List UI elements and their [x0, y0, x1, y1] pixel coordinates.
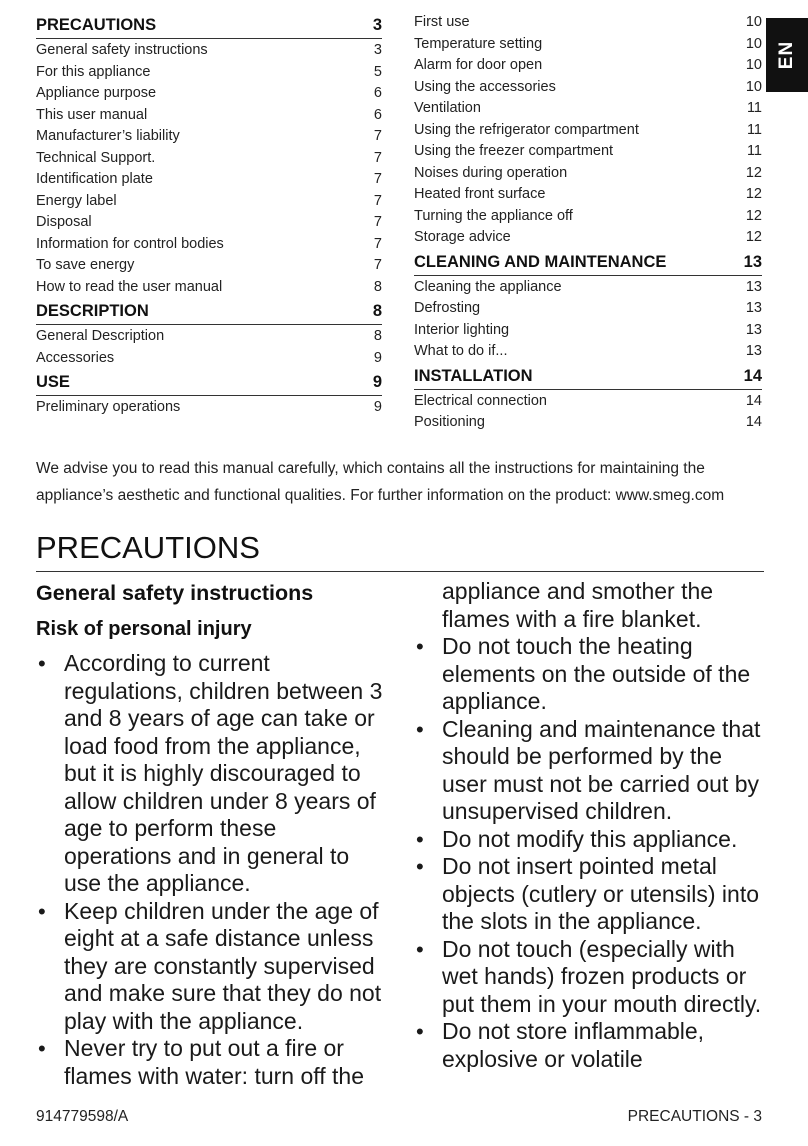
toc-page-number: 7: [373, 149, 382, 166]
footer-page-label: PRECAUTIONS - 3: [627, 1108, 762, 1125]
toc-label: Accessories: [36, 349, 115, 366]
list-item: • Do not touch (especially with wet hands) frozen products or put them in your mouth directly.: [414, 936, 766, 1019]
toc-page-number: 3: [372, 16, 382, 34]
toc-entry: [36, 148, 382, 170]
toc-entry: [414, 12, 762, 34]
toc-label: To save energy: [36, 257, 135, 273]
toc-entry: [36, 348, 382, 370]
toc-entry: [36, 397, 382, 419]
toc-page-number: 7: [373, 257, 382, 273]
toc-page-number: 7: [373, 235, 382, 252]
toc-entry: [36, 277, 382, 299]
list-item: • Do not store inflammable, explosive or volatile: [414, 1018, 766, 1073]
toc-label: What to do if...: [414, 343, 508, 359]
toc-label: Technical Support.: [36, 149, 156, 166]
toc-page-number: 5: [373, 63, 382, 80]
toc-label: Disposal: [36, 214, 92, 230]
toc-label: Heated front surface: [414, 186, 546, 202]
toc-page-number: 12: [745, 207, 762, 224]
toc-label: Temperature setting: [414, 35, 543, 52]
toc-label: Turning the appliance off: [414, 207, 573, 224]
page-title: [36, 526, 764, 572]
left-bullet-list: [36, 650, 388, 1090]
toc-label: Preliminary operations: [36, 399, 181, 415]
toc-label: How to read the user manual: [36, 278, 223, 295]
list-item: • Do not touch the heating elements on the outside of the appliance.: [414, 633, 766, 716]
toc-page-number: 9: [373, 399, 382, 415]
toc-entry: [36, 212, 382, 234]
toc-label: CLEANING AND MAINTENANCE: [414, 252, 667, 271]
toc-entry: [414, 141, 762, 163]
toc-page-number: 10: [745, 14, 762, 30]
toc-section-heading: [414, 249, 762, 276]
toc-entry: [414, 412, 762, 434]
page-title-text: PRECAUTIONS: [36, 530, 260, 565]
toc-page-number: 13: [745, 321, 762, 338]
toc-label: This user manual: [36, 106, 148, 123]
toc-label: Energy label: [36, 192, 117, 209]
toc-entry: [36, 234, 382, 256]
toc-label: Using the freezer compartment: [414, 143, 614, 159]
toc-page-number: 14: [745, 392, 762, 409]
toc-page-number: 10: [745, 35, 762, 52]
toc-entry: [414, 77, 762, 99]
language-tab-label: EN: [776, 40, 797, 70]
toc-entry: [36, 105, 382, 127]
toc-label: Interior lighting: [414, 321, 510, 338]
toc-page-number: 13: [743, 252, 762, 271]
toc-page-number: 12: [745, 229, 762, 245]
toc-entry: [36, 326, 382, 348]
toc-page-number: 14: [743, 366, 762, 385]
toc-left-column: [36, 12, 382, 419]
toc-label: For this appliance: [36, 63, 151, 80]
toc-page-number: 9: [373, 349, 382, 366]
toc-label: Using the accessories: [414, 78, 556, 95]
toc-page-number: 14: [745, 414, 762, 430]
toc-page-number: 6: [373, 85, 382, 101]
toc-page-number: 13: [745, 300, 762, 316]
body-right-column: [414, 578, 766, 1073]
section-heading: General safety instructions: [36, 581, 314, 605]
toc-entry: [36, 255, 382, 277]
toc-label: Noises during operation: [414, 164, 568, 181]
toc-label: Information for control bodies: [36, 235, 224, 252]
list-item: • Do not insert pointed metal objects (cutlery or utensils) into the slots in the appliance.: [414, 853, 766, 936]
toc-page-number: 11: [746, 100, 762, 116]
toc-entry: [414, 391, 762, 413]
toc-page-number: 12: [745, 164, 762, 181]
toc-entry: [414, 206, 762, 228]
intro-paragraph: We advise you to read this manual carefully, which contains all the instructions for maintaining the appliance’s aesthetic and functional qualities. For further information on the product: www.smeg.com: [36, 460, 725, 504]
toc-page-number: 8: [373, 328, 382, 344]
footer-document-code: 914779598/A: [36, 1108, 129, 1125]
toc-label: USE: [36, 373, 70, 391]
toc-page-number: 13: [745, 278, 762, 295]
toc-page-number: 9: [372, 373, 382, 391]
toc-label: Using the refrigerator compartment: [414, 121, 639, 138]
list-item: • Keep children under the age of eight at a safe distance unless they are constantly supervised and make sure that they do not play with the appliance.: [36, 898, 388, 1036]
toc-label: Electrical connection: [414, 392, 547, 409]
toc-entry: [414, 320, 762, 342]
toc-entry: [414, 55, 762, 77]
toc-label: PRECAUTIONS: [36, 16, 157, 34]
toc-entry: [414, 341, 762, 363]
toc-page-number: 11: [746, 143, 762, 159]
toc-entry: [414, 34, 762, 56]
toc-page-number: 6: [373, 106, 382, 123]
toc-label: Alarm for door open: [414, 57, 543, 73]
toc-page-number: 7: [373, 192, 382, 209]
toc-label: INSTALLATION: [414, 366, 533, 385]
toc-entry: [414, 227, 762, 249]
toc-entry: [36, 126, 382, 148]
toc-label: General safety instructions: [36, 42, 208, 58]
toc-entry: [414, 277, 762, 299]
toc-entry: [36, 169, 382, 191]
toc-label: Ventilation: [414, 100, 481, 116]
toc-page-number: 7: [373, 171, 382, 187]
toc-label: Cleaning the appliance: [414, 278, 562, 295]
toc-entry: [414, 184, 762, 206]
toc-page-number: 8: [372, 302, 382, 320]
toc-page-number: 3: [373, 42, 382, 58]
toc-entry: [36, 62, 382, 84]
toc-right-column: [414, 12, 762, 434]
list-item: • Never try to put out a fire or flames with water: turn off the: [36, 1035, 388, 1090]
subsection-heading: Risk of personal injury: [36, 618, 252, 640]
toc-page-number: 13: [745, 343, 762, 359]
toc-page-number: 10: [745, 78, 762, 95]
toc-page-number: 7: [373, 128, 382, 144]
language-tab: [766, 18, 808, 92]
list-item: • Do not modify this appliance.: [414, 826, 766, 854]
toc-label: Manufacturer’s liability: [36, 128, 180, 144]
toc-page-number: 11: [746, 121, 762, 138]
list-item: • According to current regulations, children between 3 and 8 years of age can take or load food from the appliance, but it is highly discouraged to allow children under 8 years of age to perform these operations and in general to use the appliance.: [36, 650, 388, 898]
toc-label: Appliance purpose: [36, 85, 157, 101]
continued-text: appliance and smother the flames with a fire blanket.: [442, 578, 714, 632]
toc-section-heading: [36, 298, 382, 325]
toc-label: General Description: [36, 328, 165, 344]
toc-label: Positioning: [414, 414, 485, 430]
toc-entry: [36, 191, 382, 213]
toc-label: Identification plate: [36, 171, 153, 187]
toc-entry: [414, 163, 762, 185]
toc-page-number: 7: [373, 214, 382, 230]
body-left-column: [36, 576, 388, 1090]
toc-entry: [414, 98, 762, 120]
toc-entry: [36, 40, 382, 62]
toc-page-number: 12: [745, 186, 762, 202]
toc-label: DESCRIPTION: [36, 302, 149, 320]
toc-page-number: 8: [373, 278, 382, 295]
toc-label: First use: [414, 14, 470, 30]
toc-label: Storage advice: [414, 229, 511, 245]
toc-page-number: 10: [745, 57, 762, 73]
toc-entry: [414, 298, 762, 320]
toc-label: Defrosting: [414, 300, 481, 316]
toc-entry: [414, 120, 762, 142]
toc-section-heading: [36, 369, 382, 396]
toc-section-heading: [414, 363, 762, 390]
toc-entry: [36, 83, 382, 105]
right-bullet-list: [414, 633, 766, 1073]
toc-section-heading: [36, 12, 382, 39]
list-item: • Cleaning and maintenance that should be performed by the user must not be carried out by unsupervised children.: [414, 716, 766, 826]
